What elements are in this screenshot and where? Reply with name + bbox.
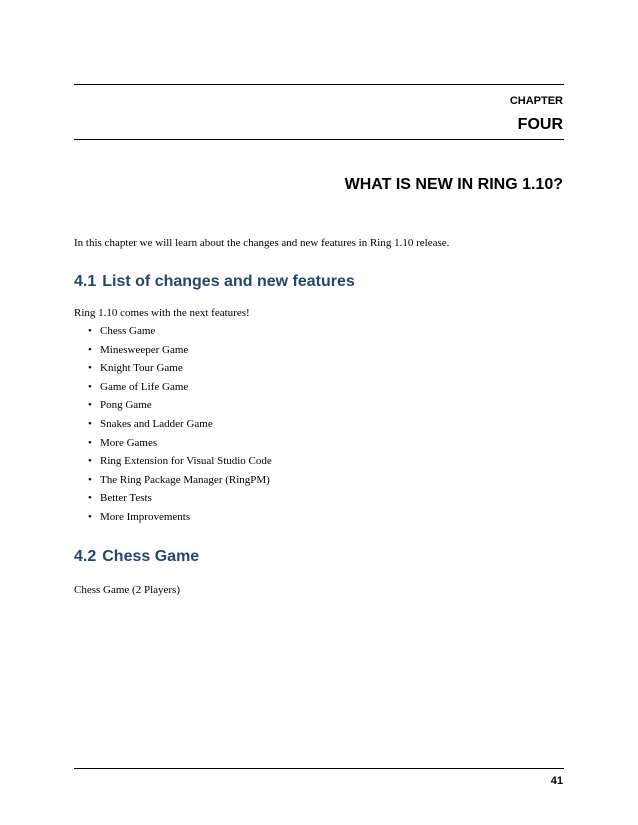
list-item-label: The Ring Package Manager (RingPM)	[100, 473, 270, 486]
list-item	[88, 343, 272, 362]
footer-rule	[74, 768, 564, 769]
bullet-icon: •	[88, 473, 92, 486]
section-heading-4-2	[74, 547, 199, 567]
list-item-label: Snakes and Ladder Game	[100, 417, 213, 430]
bullet-icon: •	[88, 436, 92, 449]
section-number: 4.2	[74, 548, 97, 565]
bullet-icon: •	[88, 510, 92, 523]
list-item-label: Knight Tour Game	[100, 362, 183, 375]
list-item-label: Better Tests	[100, 492, 152, 505]
list-item	[88, 417, 272, 436]
list-item-label: More Games	[100, 436, 158, 449]
section-title: Chess Game	[102, 548, 200, 565]
section-lead: Ring 1.10 comes with the next features!	[74, 307, 250, 319]
list-item	[88, 510, 272, 529]
list-item	[88, 361, 272, 380]
list-item	[88, 324, 272, 343]
bullet-icon: •	[88, 455, 92, 468]
list-item-label: Minesweeper Game	[100, 343, 189, 356]
section-heading-4-1	[74, 272, 355, 292]
page-number: 41	[550, 775, 563, 787]
section-title: List of changes and new features	[102, 273, 355, 290]
chapter-number: FOUR	[517, 116, 563, 133]
list-item-label: Ring Extension for Visual Studio Code	[100, 455, 272, 468]
bullet-icon: •	[88, 325, 92, 337]
list-item	[88, 398, 272, 417]
header-top-rule	[74, 84, 564, 85]
list-item	[88, 436, 272, 455]
list-item-label: Pong Game	[100, 399, 152, 412]
list-item	[88, 380, 272, 399]
intro-paragraph: In this chapter we will learn about the changes and new features in Ring 1.10 release.	[74, 237, 450, 249]
bullet-icon: •	[88, 417, 92, 430]
bullet-icon: •	[88, 380, 92, 393]
bullet-icon: •	[88, 343, 92, 356]
header-bottom-rule	[74, 139, 564, 140]
list-item-label: Chess Game	[100, 325, 156, 337]
chapter-title: WHAT IS NEW IN RING 1.10?	[344, 176, 563, 193]
list-item-label: More Improvements	[100, 510, 191, 523]
feature-list	[88, 324, 272, 529]
list-item	[88, 454, 272, 473]
list-item	[88, 491, 272, 510]
section-number: 4.1	[74, 273, 97, 290]
bullet-icon: •	[88, 399, 92, 412]
list-item	[88, 473, 272, 492]
list-item-label: Game of Life Game	[100, 380, 189, 393]
section-body: Chess Game (2 Players)	[74, 584, 181, 596]
bullet-icon: •	[88, 492, 92, 505]
bullet-icon: •	[88, 362, 92, 375]
chapter-label: CHAPTER	[509, 95, 563, 107]
